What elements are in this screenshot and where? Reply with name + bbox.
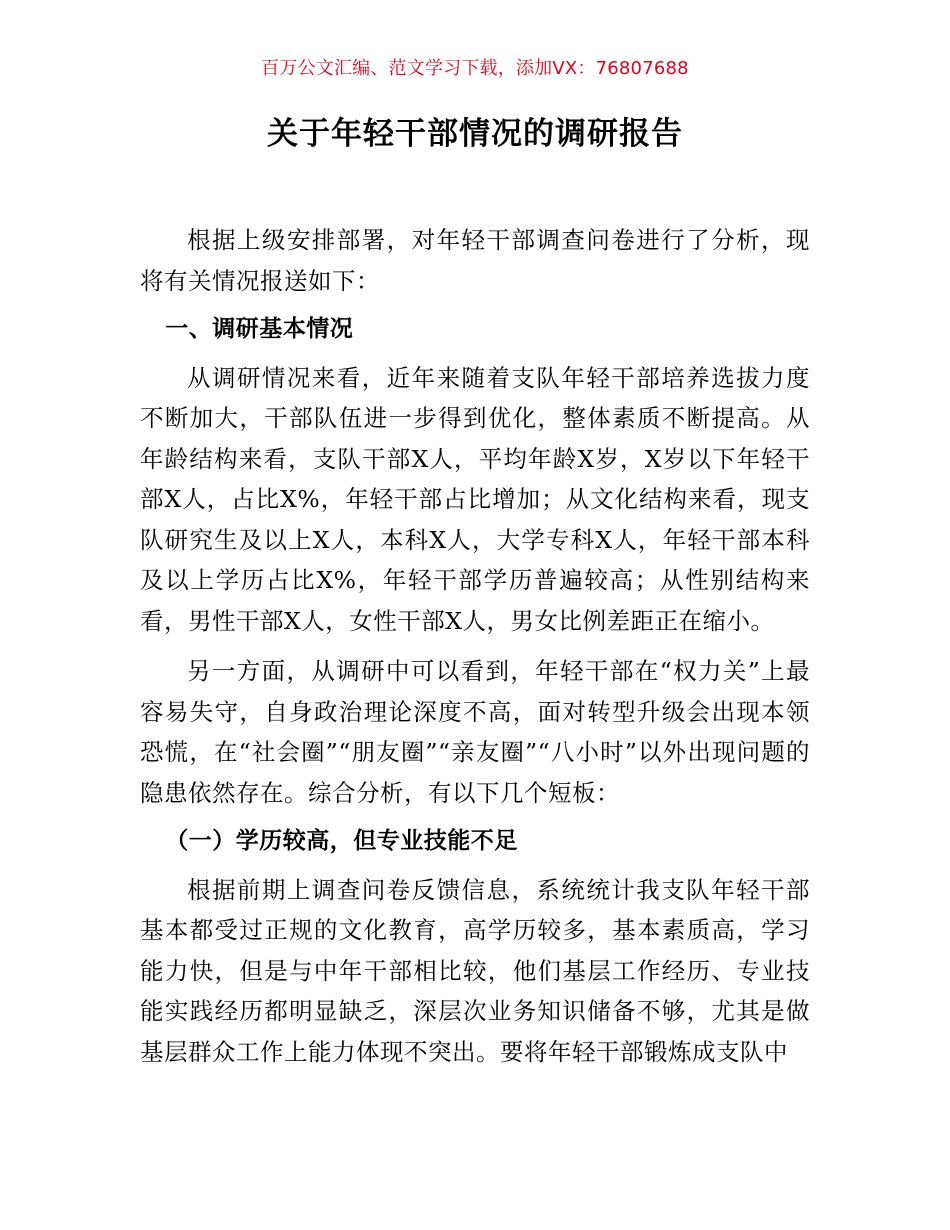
section1-paragraph-2: 另一方面，从调研中可以看到，年轻干部在“权力关”上最容易失守，自身政治理论深度不高，面对转型升级会出现本领恐慌，在“社会圈”“朋友圈”“亲友圈”“八小时”以外出现问题的隐患依然存在。综合分析，有以下几个短板： — [140, 657, 810, 807]
header-banner: 百万公文汇编、范文学习下载，添加VX：76807688 — [261, 58, 689, 79]
spacer — [140, 301, 810, 309]
spacer — [140, 862, 810, 870]
spacer — [140, 641, 810, 651]
subsection1-paragraph-1: 根据前期上调查问卷反馈信息，系统统计我支队年轻干部基本都受过正规的文化教育，高学历较多，基本素质高，学习能力快，但是与中年干部相比较，他们基层工作经历、专业技能实践经历都明显缺乏，深层次业务知识储备不够，尤其是做基层群众工作上能力体现不突出。要将年轻干部锻炼成支队中 — [140, 875, 810, 1066]
document-title: 关于年轻干部情况的调研报告 — [267, 116, 683, 152]
section-heading-basic-situation: 一、调研基本情况 — [165, 316, 354, 342]
section1-paragraph-1: 从调研情况来看，近年来随着支队年轻干部培养选拔力度不断加大，干部队伍进一步得到优化，整体素质不断提高。从年龄结构来看，支队干部X人，平均年龄X岁，X岁以下年轻干部X人，占比X%，年轻干部占比增加；从文化结构来看，现支队研究生及以上X人，本科X人，大学专科X人，年轻干部本科及以上学历占比X%，年轻干部学历普遍较高；从性别结构来看，男性干部X人，女性干部X人，男女比例差距正在缩小。 — [140, 363, 810, 635]
subsection-heading-education-skills: （一）学历较高，但专业技能不足 — [165, 828, 518, 854]
document-body — [140, 220, 810, 1072]
spacer — [140, 350, 810, 358]
spacer — [140, 813, 810, 821]
intro-paragraph: 根据上级安排部署，对年轻干部调查问卷进行了分析，现将有关情况报送如下： — [140, 226, 810, 295]
